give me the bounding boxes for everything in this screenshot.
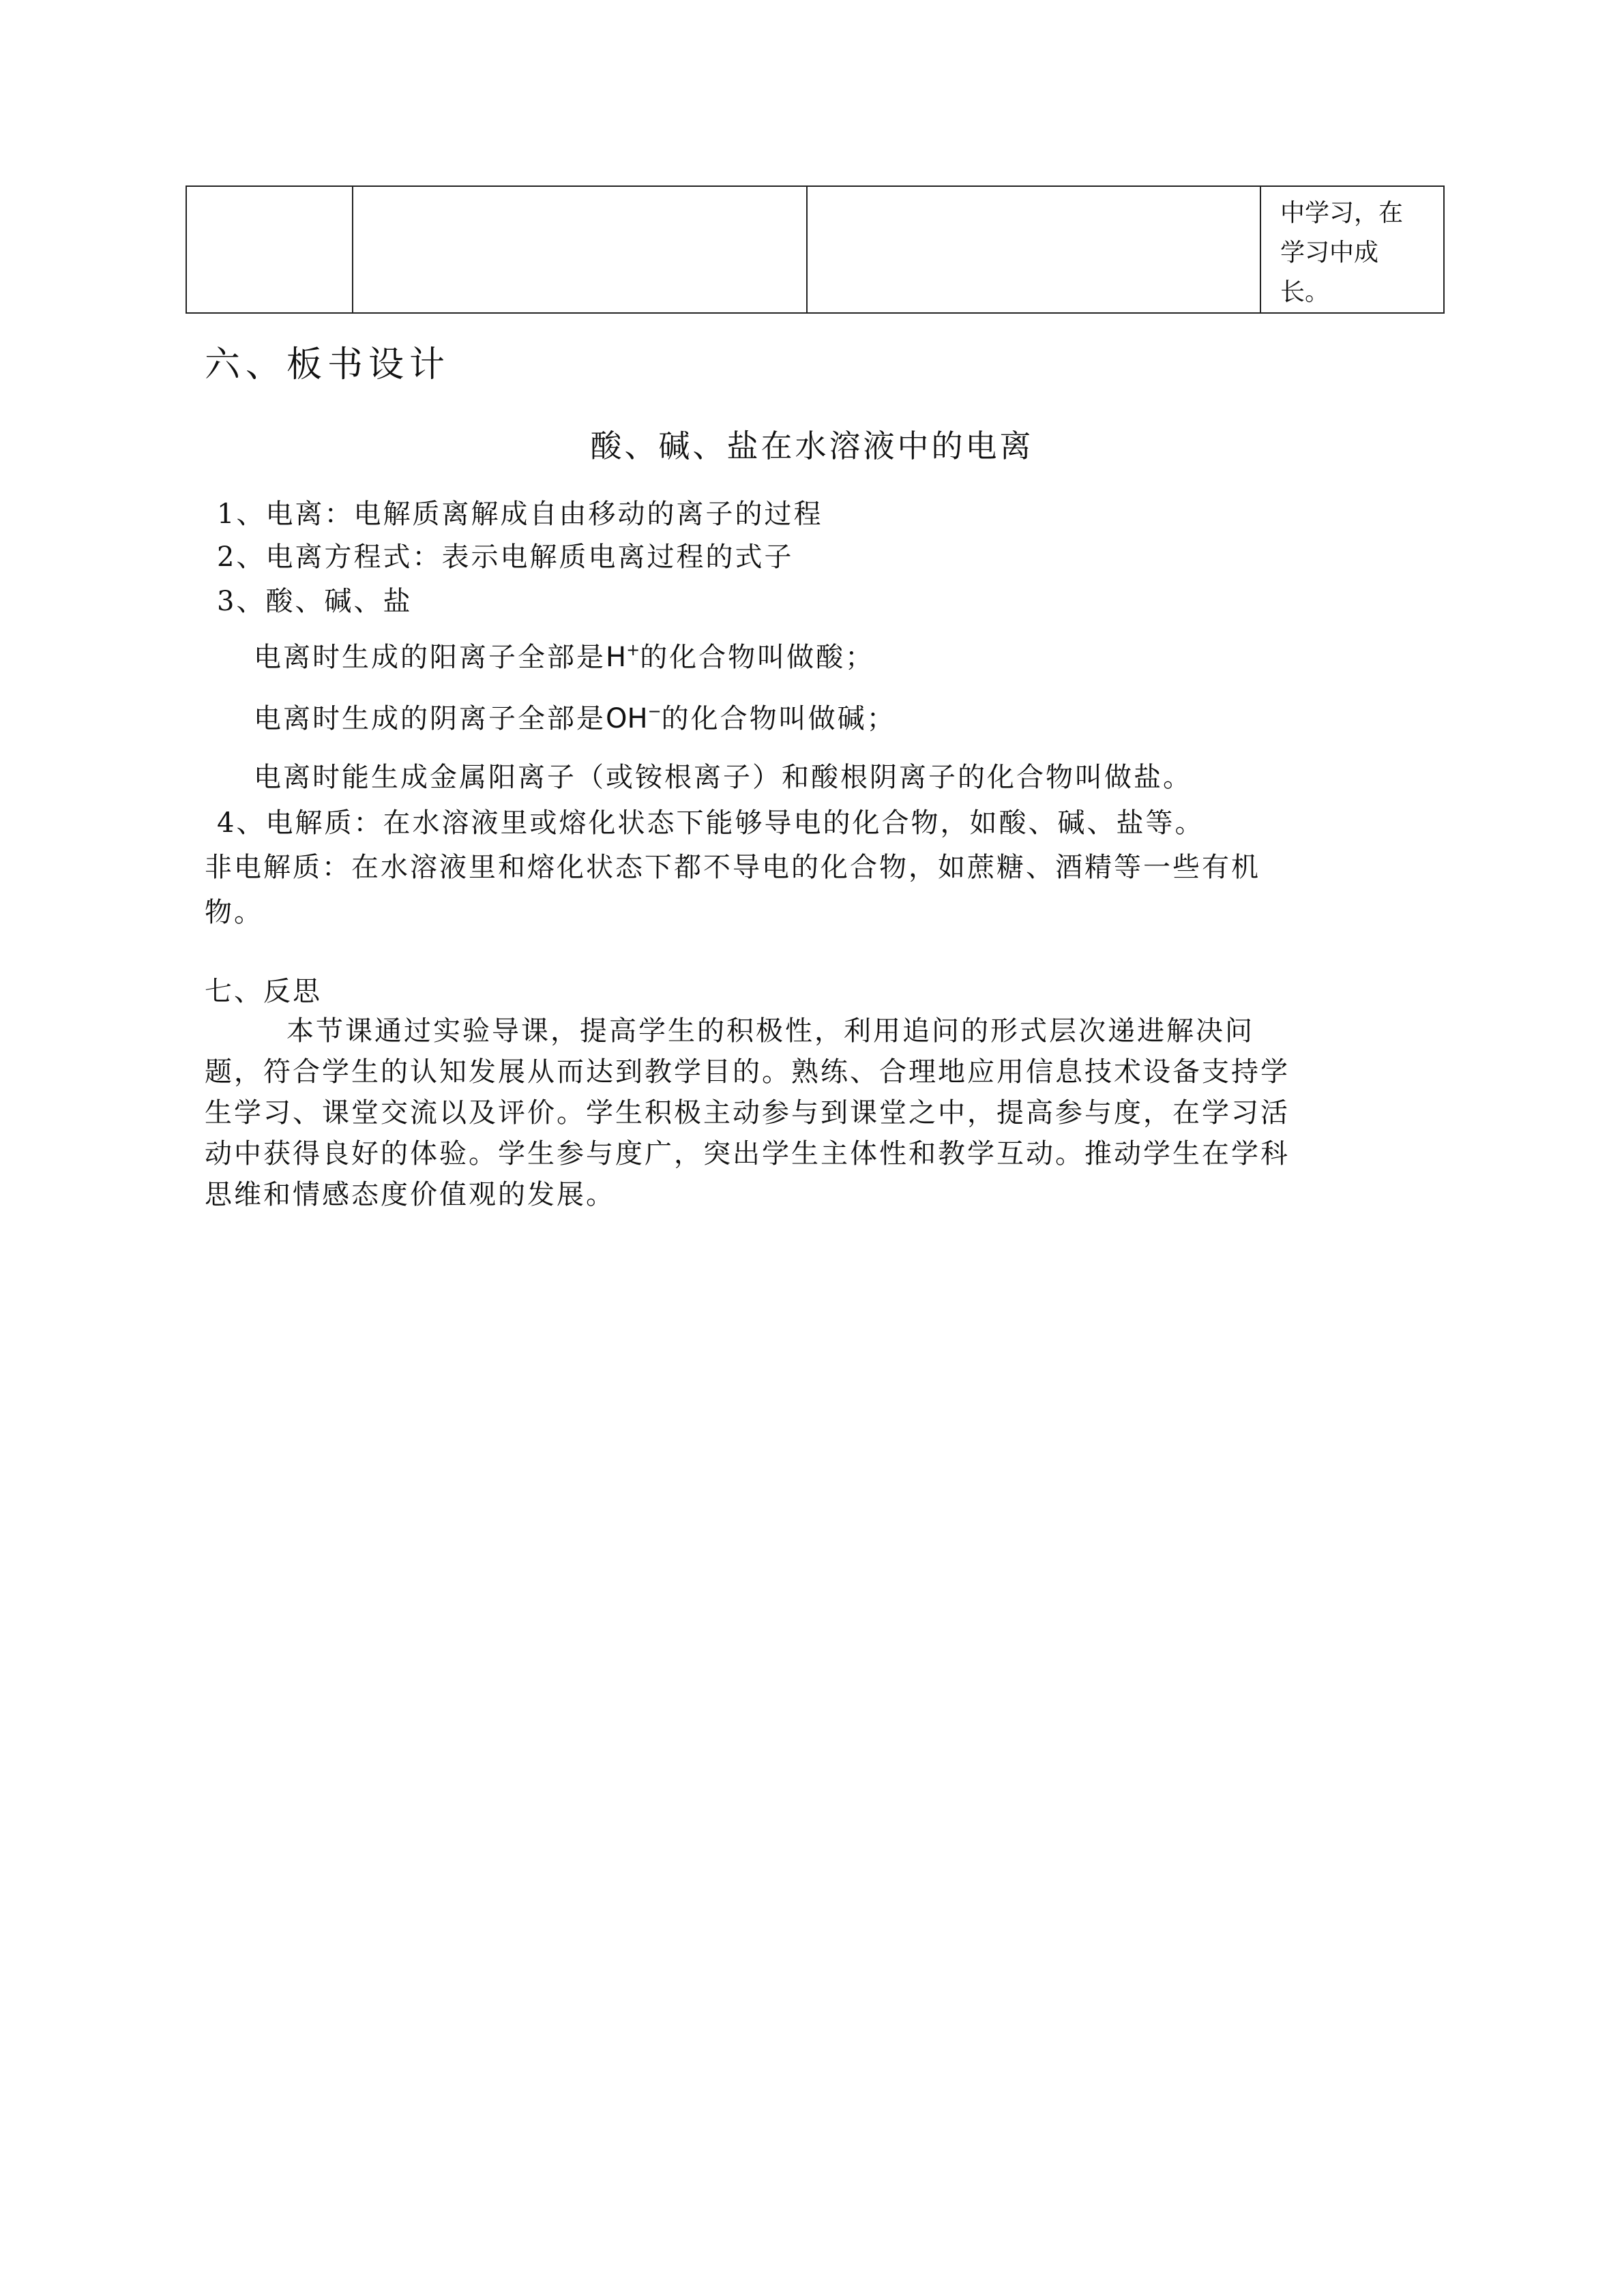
nonelectrolyte-line: 物。 [205, 897, 263, 928]
acid-def-text-end: 的化合物叫做酸； [640, 642, 875, 673]
cell-line: 中学习，在 [1280, 199, 1404, 227]
base-definition [254, 697, 896, 736]
cell-line: 学习中成 [1280, 239, 1379, 267]
cell-line: 长。 [1280, 278, 1330, 306]
continuation-table [186, 185, 1445, 314]
base-def-text-end: 的化合物叫做碱； [661, 703, 896, 734]
table-row [186, 186, 1444, 313]
reflection-line: 本节课通过实验导课，提高学生的积极性，利用追问的形式层次递进解决问 [286, 1015, 1254, 1047]
item-ionization-equation: 2、电离方程式：表示电解质电离过程的式子 [217, 541, 794, 573]
table-cell [186, 186, 353, 313]
item-acid-base-salt: 3、酸、碱、盐 [217, 586, 413, 617]
salt-definition: 电离时能生成金属阳离子（或铵根离子）和酸根阴离子的化合物叫做盐。 [254, 762, 1192, 793]
item-electrolyte: 4、电解质：在水溶液里或熔化状态下能够导电的化合物，如酸、碱、盐等。 [217, 807, 1205, 839]
base-def-text: 电离时生成的阴离子全部是 [254, 703, 606, 734]
reflection-line: 题，符合学生的认知发展从而达到教学目的。熟练、合理地应用信息技术设备支持学 [205, 1056, 1290, 1088]
cell-text [1261, 187, 1443, 312]
reflection-line: 生学习、课堂交流以及评价。学生积极主动参与到课堂之中，提高参与度，在学习活 [205, 1097, 1290, 1129]
item-ionization: 1、电离：电解质离解成自由移动的离子的过程 [217, 498, 823, 530]
section-heading-board-design: 六、板书设计 [205, 344, 451, 385]
table-cell [1260, 186, 1444, 313]
acid-def-text: 电离时生成的阳离子全部是 [254, 642, 606, 673]
board-title: 酸、碱、盐在水溶液中的电离 [590, 428, 1034, 464]
acid-definition [254, 636, 874, 674]
reflection-line: 动中获得良好的体验。学生参与度广，突出学生主体性和教学互动。推动学生在学科 [205, 1138, 1290, 1169]
hydroxide-ion: OH− [606, 702, 662, 734]
table-cell [807, 186, 1260, 313]
section-heading-reflection: 七、反思 [205, 976, 322, 1007]
nonelectrolyte-line: 非电解质：在水溶液里和熔化状态下都不导电的化合物，如蔗糖、酒精等一些有机 [205, 852, 1260, 883]
hydrogen-ion: H+ [606, 640, 640, 673]
table-cell [353, 186, 807, 313]
reflection-line: 思维和情感态度价值观的发展。 [205, 1179, 615, 1210]
